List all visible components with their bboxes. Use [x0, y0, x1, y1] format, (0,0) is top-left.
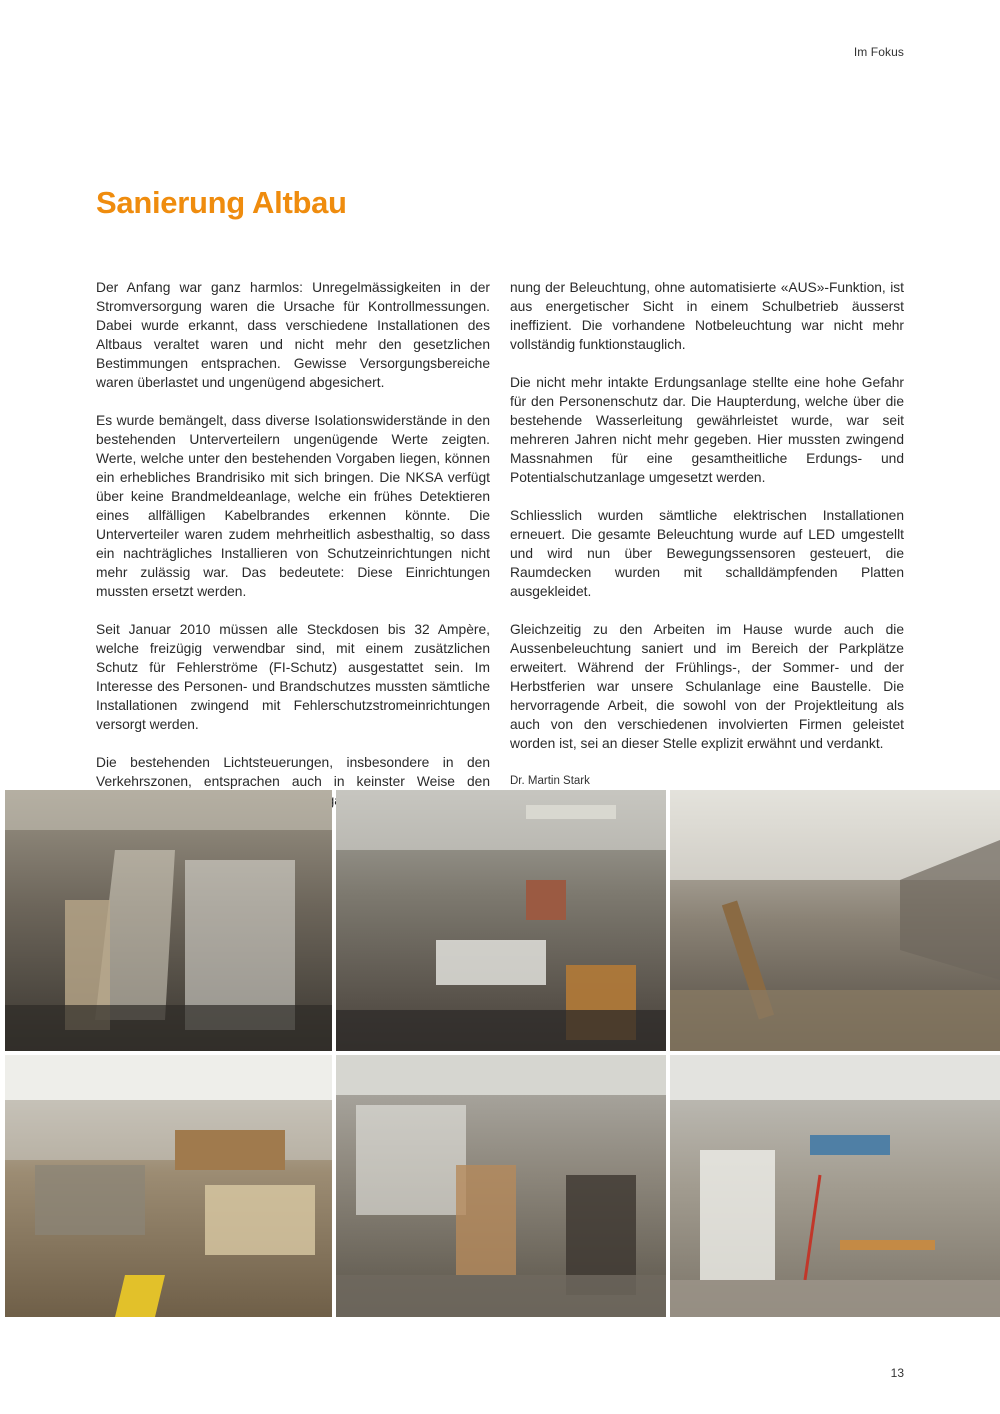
- paragraph: Die bestehenden Lichtsteuerungen, insbesondere in den Verkehrszonen, entsprachen auch in keinster Weise den: [96, 755, 490, 789]
- paragraph: Der Anfang war ganz harmlos: Unregelmässigkeiten in der Stromversorgung waren die Ursache für Kontrollmessungen. Dabei wurde erkannt, dass verschiedene Installationen des Altbaus veraltet waren und nicht mehr den gesetzlichen Bestimmungen entsprachen. Gewisse Versorgungsbereiche waren überlastet und ungenügend abgesichert.: [96, 280, 490, 390]
- photo-hallway-lockers: [670, 790, 1000, 1051]
- paragraph: Gleichzeitig zu den Arbeiten im Hause wurde auch die Aussenbeleuchtung saniert und im Bereich der Parkplätze erweitert. Während der Frühlings-, der Sommer- und der Herbstferien war unsere Schulanlage eine Baustelle. Die hervorragende Arbeit, die sowohl von der Projektleitung als auch von den verschiedenen involvierten Firmen geleistet worden ist, sei an dieser Stelle explizit erwähnt und verdankt.: [510, 622, 904, 751]
- photo-corridor-renovation: [5, 790, 332, 1051]
- article-column-left: [96, 278, 490, 848]
- photo-grid: [5, 790, 666, 1318]
- article-title: Sanierung Altbau: [96, 185, 347, 220]
- photo-classroom-covered-furniture: [336, 790, 666, 1051]
- paragraph: Es wurde bemängelt, dass diverse Isolationswiderstände in den bestehenden Unterverteilern ungenügende Werte zeigten. Werte, welche unter den bestehenden Vorgaben liegen, können ein erhebliches Brandrisiko mit sich bringen. Die NKSA verfügt über keine Brandmeldeanlage, welche ein frühes Detektieren eines allfälligen Kabelbrandes erkennen könnte. Die Unterverteiler waren zudem mehrheitlich asbesthaltig, so dass ein nachträgliches Installieren von Schutzeinrichtungen nicht mehr zulässig war. Das bedeutete: Diese Einrichtungen mussten ersetzt werden.: [96, 413, 490, 599]
- paragraph: nung der Beleuchtung, ohne automatisierte «AUS»-Funktion, ist aus energetischer Sicht in einem Schulbetrieb äusserst ineffizient. Die vorhandene Notbeleuchtung war nicht mehr vollständig funktionstauglich.: [510, 280, 904, 352]
- section-label: Im Fokus: [853, 45, 904, 59]
- author-name: Dr. Martin Stark: [510, 775, 590, 787]
- page-number: 13: [890, 1366, 904, 1380]
- photo-lab-renovation: [670, 1055, 1000, 1317]
- photo-room-plastic-sheeting: [336, 1055, 666, 1317]
- photo-library-shelves: [5, 1055, 332, 1317]
- paragraph: Schliesslich wurden sämtliche elektrischen Installationen erneuert. Die gesamte Beleuchtung wurde auf LED umgestellt und wird nun über Bewegungssensoren gesteuert, die Raumdecken wurden mit schalldämpfenden Platten ausgekleidet.: [510, 508, 904, 599]
- paragraph: Die nicht mehr intakte Erdungsanlage stellte eine hohe Gefahr für den Personenschutz dar. Die Haupterdung, welche über die bestehende Wasserleitung gewährleistet wurde, war seit mehreren Jahren nicht mehr gegeben. Hier mussten zwingend Massnahmen für eine gesamtheitliche Erdungs- und Potentialschutzanlage umgesetzt werden.: [510, 375, 904, 485]
- paragraph: Seit Januar 2010 müssen alle Steckdosen bis 32 Ampère, welche freizügig verwendbar sind, mit einem zusätzlichen Schutz für Fehlerströme (FI-Schutz) ausgestattet sein. Im Interesse des Personen- und Brandschutzes mussten sämtliche Installationen zwingend mit Fehlerschutzstromeinrichtungen versorgt werden.: [96, 622, 490, 732]
- article-column-right: [510, 278, 904, 810]
